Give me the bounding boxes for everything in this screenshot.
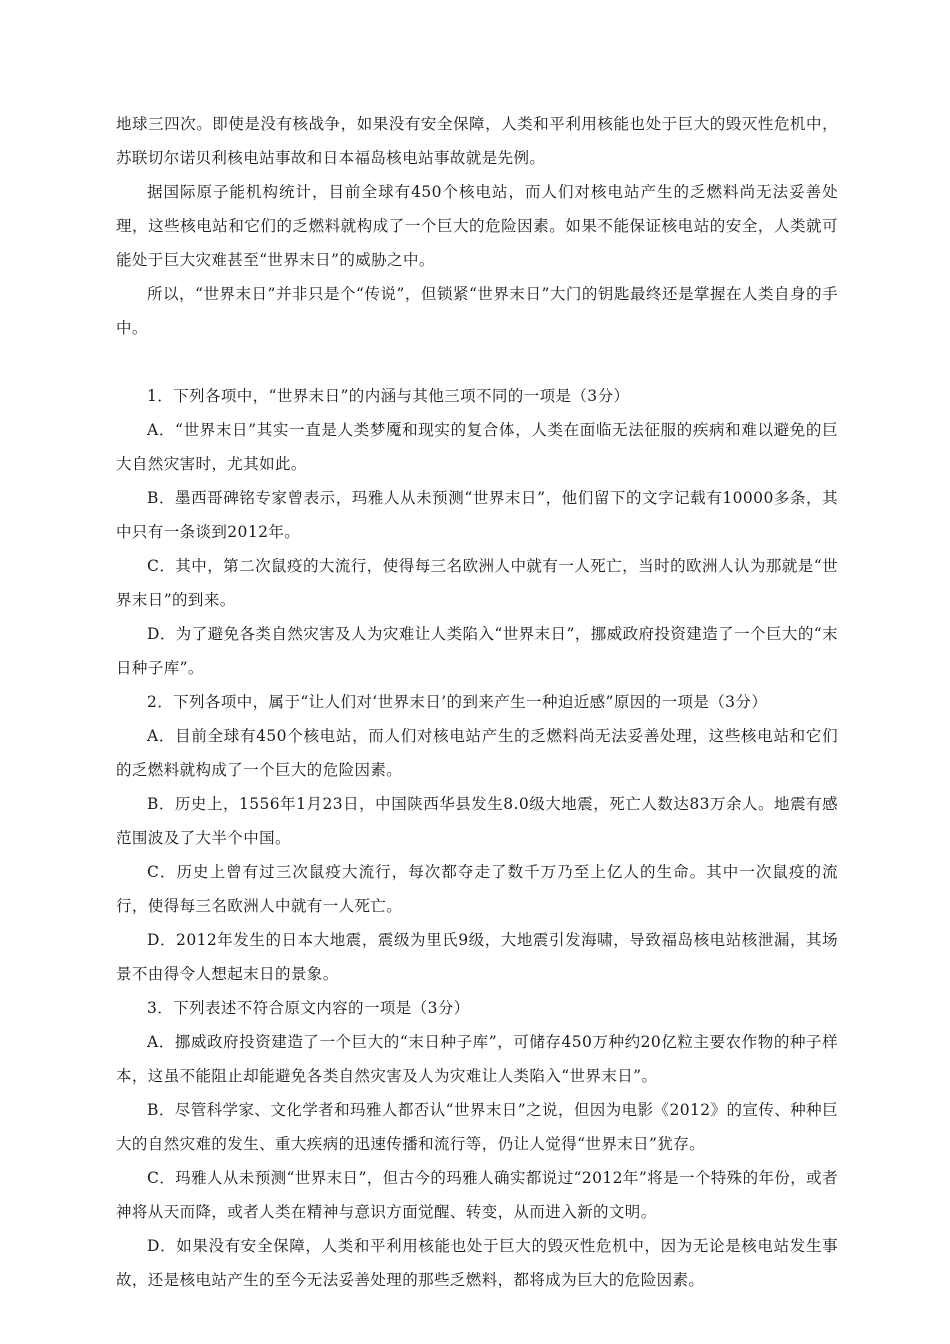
question-2 [116,685,838,991]
passage-paragraph: 地球三四次。即使是没有核战争，如果没有安全保障，人类和平利用核能也处于巨大的毁灭性危机中，苏联切尔诺贝利核电站事故和日本福岛核电站事故就是先例。 [116,115,838,167]
question-stem: 2．下列各项中，属于“让人们对‘世界末日’的到来产生一种迫近感”原因的一项是（3分） [147,693,768,711]
section-spacer [116,345,838,379]
option-d: D．如果没有安全保障，人类和平利用核能也处于巨大的毁灭性危机中，因为无论是核电站发生事故，还是核电站产生的至今无法妥善处理的那些乏燃料，都将成为巨大的危险因素。 [116,1237,838,1289]
option-b: B．历史上，1556年1月23日，中国陕西华县发生8.0级大地震，死亡人数达83万余人。地震有感范围波及了大半个中国。 [116,795,838,847]
option-c: C．玛雅人从未预测“世界末日”，但古今的玛雅人确实都说过“2012年”将是一个特殊的年份，或者神将从天而降，或者人类在精神与意识方面觉醒、转变，从而进入新的文明。 [116,1169,838,1221]
option-d: D．2012年发生的日本大地震，震级为里氏9级，大地震引发海啸，导致福岛核电站核泄漏，其场景不由得令人想起末日的景象。 [116,931,838,983]
option-d: D．为了避免各类自然灾害及人为灾难让人类陷入“世界末日”，挪威政府投资建造了一个巨大的“末日种子库”。 [116,625,838,677]
question-3 [116,991,838,1297]
option-a: A．目前全球有450个核电站，而人们对核电站产生的乏燃料尚无法妥善处理，这些核电站和它们的乏燃料就构成了一个巨大的危险因素。 [116,727,838,779]
option-c: C．历史上曾有过三次鼠疫大流行，每次都夺走了数千万乃至上亿人的生命。其中一次鼠疫的流行，使得每三名欧洲人中就有一人死亡。 [116,863,838,915]
question-stem: 1．下列各项中，“世界末日”的内涵与其他三项不同的一项是（3分） [147,387,630,405]
question-1 [116,379,838,685]
option-b: B．尽管科学家、文化学者和玛雅人都否认“世界末日”之说，但因为电影《2012》的宣传、种种巨大的自然灾难的发生、重大疾病的迅速传播和流行等，仍让人觉得“世界末日”犹存。 [116,1101,838,1153]
reading-passage [116,107,838,345]
option-a: A．挪威政府投资建造了一个巨大的“末日种子库”，可储存450万种约20亿粒主要农作物的种子样本，这虽不能阻止却能避免各类自然灾害及人为灾难让人类陷入“世界末日”。 [116,1033,838,1085]
option-a: A．“世界末日”其实一直是人类梦魇和现实的复合体，人类在面临无法征服的疾病和难以避免的巨大自然灾害时，尤其如此。 [116,421,838,473]
option-c: C．其中，第二次鼠疫的大流行，使得每三名欧洲人中就有一人死亡，当时的欧洲人认为那就是“世界末日”的到来。 [116,557,838,609]
question-stem: 3．下列表述不符合原文内容的一项是（3分） [147,999,470,1017]
option-b: B．墨西哥碑铭专家曾表示，玛雅人从未预测“世界末日”，他们留下的文字记载有10000多条，其中只有一条谈到2012年。 [116,489,838,541]
passage-paragraph: 据国际原子能机构统计，目前全球有450个核电站，而人们对核电站产生的乏燃料尚无法妥善处理，这些核电站和它们的乏燃料就构成了一个巨大的危险因素。如果不能保证核电站的安全，人类就可能处于巨大灾难甚至“世界末日”的威胁之中。 [116,183,838,269]
document-page [116,107,838,1297]
question-list [116,379,838,1297]
passage-paragraph: 所以，“世界末日”并非只是个“传说”，但锁紧“世界末日”大门的钥匙最终还是掌握在人类自身的手中。 [116,285,838,337]
